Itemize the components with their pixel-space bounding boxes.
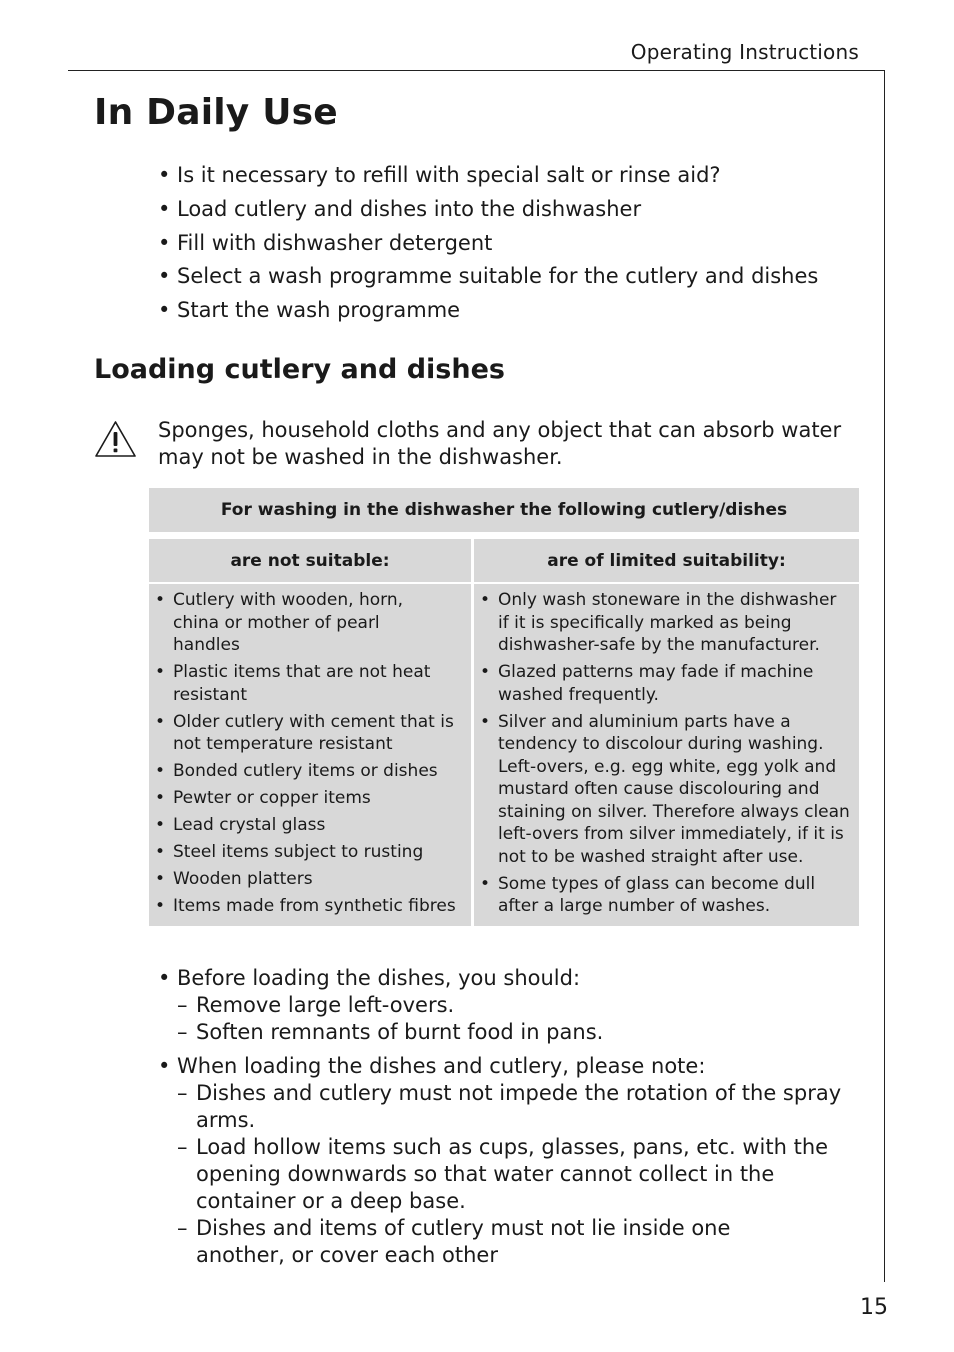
list-item: • Is it necessary to refill with special salt or rinse aid? bbox=[158, 163, 721, 187]
list-item: • Only wash stoneware in the dishwasher if it is specifically marked as being dishwasher-safe by the manufacturer. bbox=[474, 589, 851, 657]
not-suitable-cell bbox=[149, 584, 471, 926]
list-item: • Plastic items that are not heat resistant bbox=[149, 661, 471, 706]
header-rule bbox=[68, 70, 885, 71]
section-title: Loading cutlery and dishes bbox=[94, 354, 505, 385]
list-item: • Glazed patterns may fade if machine washed frequently. bbox=[474, 661, 851, 706]
list-item: • Some types of glass can become dull after a large number of washes. bbox=[474, 873, 851, 918]
list-item: • Load cutlery and dishes into the dishwasher bbox=[158, 196, 642, 221]
list-item: • Select a wash programme suitable for the cutlery and dishes bbox=[158, 264, 819, 289]
column-header-not-suitable: are not suitable: bbox=[149, 539, 471, 582]
list-item: • Start the wash programme bbox=[158, 298, 461, 323]
sub-item: – Remove large left-overs. bbox=[177, 993, 455, 1017]
table-heading: For washing in the dishwasher the following cutlery/dishes bbox=[149, 488, 859, 532]
loading-instructions bbox=[158, 965, 858, 1276]
intro-bullet-list bbox=[158, 160, 818, 329]
instruction-block: • Before loading the dishes, you should: – Remove large left-overs. – Soften remnants of burnt food in pans. bbox=[158, 965, 858, 1046]
sub-item: – Dishes and items of cutlery must not lie inside one another, or cover each other bbox=[177, 1216, 731, 1267]
list-item: • Lead crystal glass bbox=[149, 814, 471, 837]
running-header: Operating Instructions bbox=[630, 40, 859, 64]
list-item: • Steel items subject to rusting bbox=[149, 841, 471, 864]
list-item: • Items made from synthetic fibres bbox=[149, 895, 471, 918]
instruction-lead: Before loading the dishes, you should: bbox=[177, 966, 581, 990]
not-suitable-list bbox=[149, 584, 471, 918]
list-item: • Older cutlery with cement that is not temperature resistant bbox=[149, 711, 471, 756]
warning-text: Sponges, household cloths and any object that can absorb water may not be washed in the dishwasher. bbox=[158, 418, 842, 469]
page-title: In Daily Use bbox=[94, 92, 338, 133]
list-item: • Bonded cutlery items or dishes bbox=[149, 760, 471, 783]
instruction-block: • When loading the dishes and cutlery, please note: – Dishes and cutlery must not impede the rotation of the spray arms. – Load hollow items such as cups, glasses, pans, etc. with the opening downwards so that water cannot collect in the container or a deep base. – Dishes and items of cutlery must not lie inside one another, or cover each other bbox=[158, 1053, 858, 1269]
list-item: • Fill with dishwasher detergent bbox=[158, 230, 493, 255]
sub-item: – Soften remnants of burnt food in pans. bbox=[177, 1020, 604, 1044]
limited-suitability-list bbox=[474, 584, 859, 918]
page-number: 15 bbox=[860, 1295, 888, 1320]
margin-rule bbox=[884, 70, 885, 1282]
sub-item: – Dishes and cutlery must not impede the rotation of the spray arms. bbox=[177, 1081, 842, 1132]
sub-item: – Load hollow items such as cups, glasses, pans, etc. with the opening downwards so that water cannot collect in the container or a deep base. bbox=[177, 1135, 829, 1213]
list-item: • Pewter or copper items bbox=[149, 787, 471, 810]
column-header-limited-suitability: are of limited suitability: bbox=[474, 539, 859, 582]
instruction-lead: When loading the dishes and cutlery, please note: bbox=[177, 1054, 706, 1078]
limited-suitability-cell bbox=[474, 584, 859, 926]
list-item: • Cutlery with wooden, horn, china or mother of pearl handles bbox=[149, 589, 471, 657]
warning-triangle-icon bbox=[94, 420, 137, 458]
list-item: • Wooden platters bbox=[149, 868, 471, 891]
list-item: • Silver and aluminium parts have a tendency to discolour during washing. Left-overs, e.g. egg white, egg yolk and mustard often cause discolouring and staining on silver. Therefore always clean left-overs from silver immediately, if it is not to be washed straight after use. bbox=[474, 711, 851, 869]
